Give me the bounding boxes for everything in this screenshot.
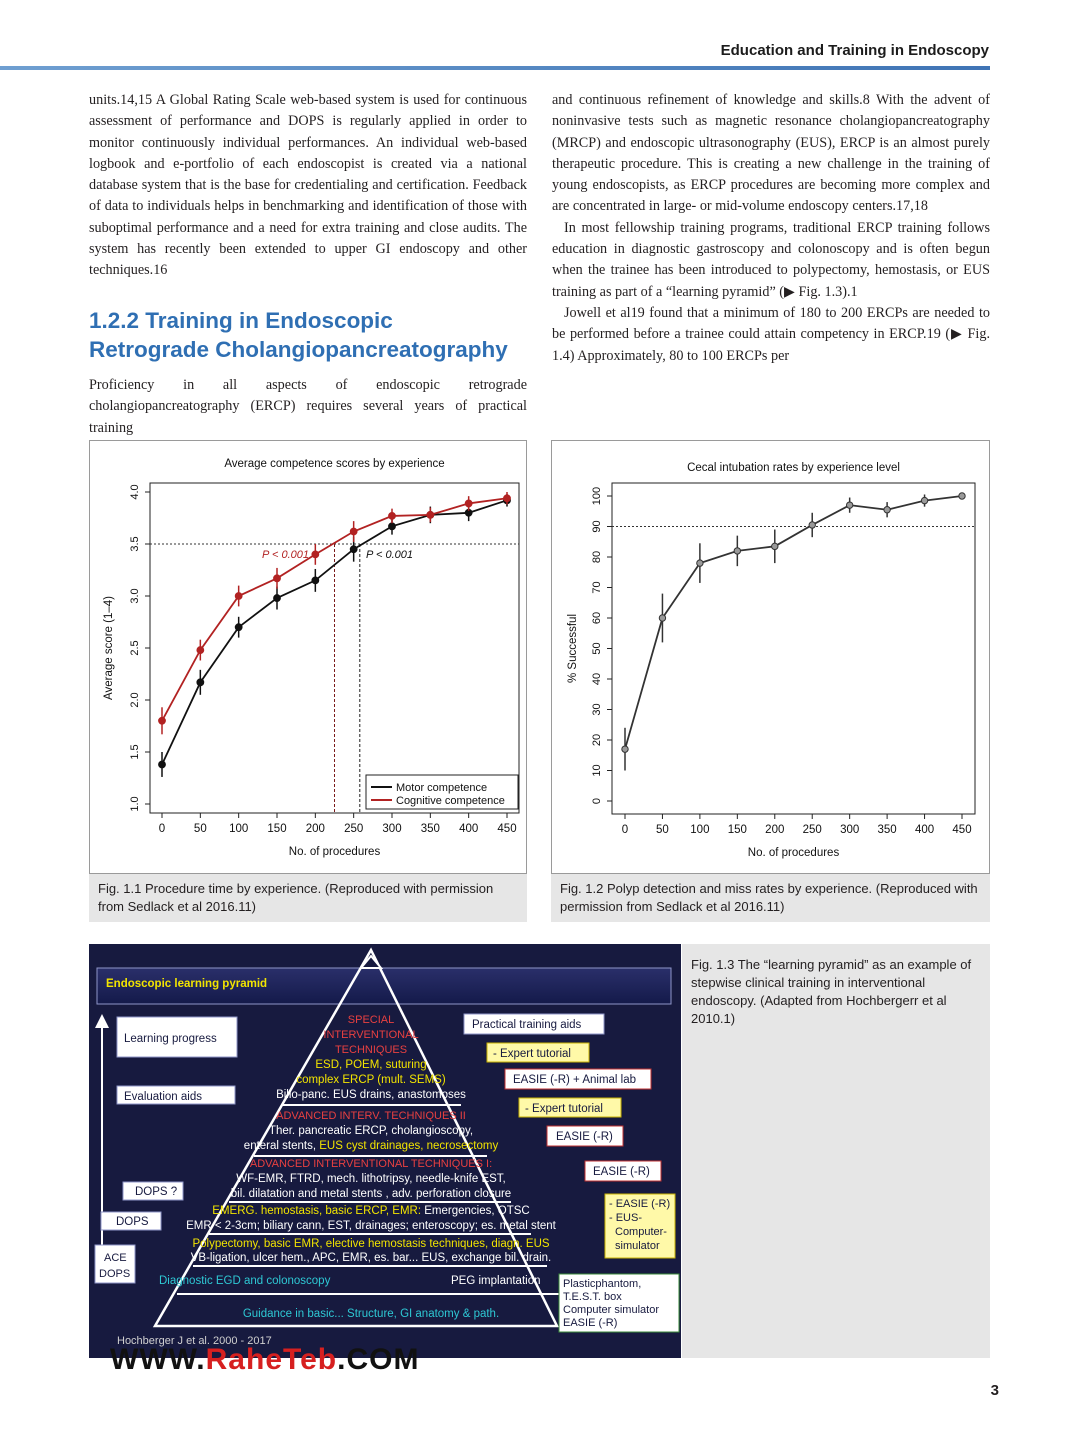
y-axis-label: % Successful [567,613,579,684]
data-point [350,528,357,535]
tier4-line-1 [212,1205,529,1217]
easie-list-line: - EUS- [609,1212,642,1224]
data-point [159,717,166,724]
x-axis-label: No. of procedures [747,847,840,859]
x-tick-label: 450 [497,823,517,835]
pyramid-banner-text: Endoscopic learning pyramid [106,978,268,990]
pyramid-credit: Hochberger J et al. 2000 - 2017 [117,1335,272,1347]
x-tick-label: 100 [229,823,249,835]
figure-1-1-plot-frame [89,440,527,874]
x-tick-label: 200 [765,824,785,836]
tier2-line-2 [244,1140,499,1152]
paragraph: and continuous refinement of knowledge and skills.8 With the advent of noninvasive tests such as magnetic resonance cholangiopancreatography (MRCP) and endoscopic ultrasonography (EUS), ERCP is an almost purely therapeutic procedure. This is creating a new challenge in the training of young endoscopists, as ERCP procedures are becoming more complex and are concentrated in large- or mid-volume endoscopy centers.17,18 [552,92,990,215]
y-tick-label: 2.5 [129,640,141,656]
watermark [110,1343,419,1377]
simulators-line: Computer simulator [563,1304,659,1316]
paragraph: Proficiency in all aspects of endoscopic retrograde cholangiopancreatography (ERCP) requires several years of practical training [89,377,527,436]
tier1-line: complex ERCP (mult. SEMS) [296,1074,446,1086]
y-tick-label: 100 [591,486,603,506]
x-tick-label: 250 [344,823,364,835]
learning-pyramid-svg [89,944,681,1358]
tier2-line-2a: enteral stents, [243,1140,320,1152]
tier4-line-2: EMR < 2-3cm; biliary cann, EST, drainages; enteroscopy; es. metal stent [186,1220,556,1232]
data-point [235,593,242,600]
x-tick-label: 300 [382,823,402,835]
data-point [427,511,434,518]
heading-line-2: Retrograde Cholangiopancreatography [89,337,508,362]
data-point [159,761,166,768]
paragraph: In most fellowship training programs, traditional ERCP training follows education in diagnostic gastroscopy and colonoscopy and is often begun when the trainee has been introduced to polypectomy, hemostasis, or EUS training as part of a “learning pyramid” (▶ Fig. 1.3).1 [552,219,990,300]
x-axis-label: No. of procedures [288,846,381,858]
figure-1-2 [551,440,990,922]
y-tick-label: 20 [591,733,603,747]
y-tick-label: 60 [591,611,603,625]
tier4-line-1b: Emergencies, OTSC [424,1205,530,1217]
y-tick-label: 0 [591,797,603,805]
page-number: 3 [990,1382,999,1399]
running-header: Education and Training in Endoscopy [720,42,989,59]
tier1-title: SPECIAL [347,1014,395,1026]
paragraph: units.14,15 A Global Rating Scale web-based system is used for continuous assessment of performance and DOPS is regularly applied in order to monitor continuously individual performances. An individual web-based logbook and e-portfolio of each endoscopist is created via a national database system that is the base for credentialing and certification. Feedback of data to individuals helps in benchmarking and identification of those with suboptimal performance and a need for extra training and close audits. The system has recently been extended to upper GI endoscopy and other techniques.16 [89,92,527,279]
data-point [350,546,357,553]
expert-tutorial-label-1: - Expert tutorial [493,1048,571,1060]
simulators-line: EASIE (-R) [563,1317,618,1329]
chart-title: Average competence scores by experience [224,458,445,470]
competence-chart [90,441,526,873]
right-column [552,90,990,367]
y-tick-label: 30 [591,703,603,716]
x-tick-label: 150 [267,823,287,835]
data-point [846,502,852,508]
watermark-part-1: WWW. [110,1343,206,1376]
y-tick-label: 3.5 [129,536,141,552]
x-tick-label: 150 [727,824,747,836]
data-point [884,507,890,513]
cecal-intubation-chart [552,441,989,873]
x-tick-label: 350 [877,824,897,836]
data-point [734,548,740,554]
tier3-line: WF-EMR, FTRD, mech. lithotripsy, needle-knife EST, [236,1173,506,1185]
simulators-line: T.E.S.T. box [563,1291,622,1303]
data-point [389,523,396,530]
heading-line-1: 1.2.2 Training in Endoscopic [89,308,393,333]
data-point [504,495,511,502]
x-tick-label: 50 [193,823,207,835]
tier1-title: INTERVENTIONAL [323,1029,419,1041]
tier6-line-b: PEG implantation [451,1275,541,1287]
x-tick-label: 450 [952,824,972,836]
annotation: P < 0.001 [262,549,309,561]
chart-title: Cecal intubation rates by experience level [687,462,900,474]
simulators-line: Plasticphantom, [563,1278,642,1290]
y-tick-label: 90 [591,520,603,533]
ace-label: ACE [104,1252,127,1264]
data-point [465,500,472,507]
watermark-part-3: .COM [337,1343,420,1376]
y-tick-label: 80 [591,550,603,564]
x-tick-label: 200 [305,823,325,835]
tier2-line-2b: EUS cyst drainages, necrosectomy [319,1140,499,1152]
figure-1-1-caption: Fig. 1.1 Procedure time by experience. (Reproduced with permission from Sedlack et al 2016.11) [98,881,494,914]
easie-animal-label: EASIE (-R) + Animal lab [513,1074,637,1086]
figure-1-2-caption: Fig. 1.2 Polyp detection and miss rates by experience. (Reproduced with permission from Sedlack et al 2016.11) [560,881,978,914]
left-column [89,90,527,282]
series-line [625,496,962,749]
tier3-title: ADVANCED INTERVENTIONAL TECHNIQUES I: [249,1158,493,1170]
data-point [772,543,778,549]
tier2-line: Ther. pancreatic ERCP, cholangioscopy, [268,1125,474,1137]
paragraph: Jowell et al19 found that a minimum of 180 to 200 ERCPs are needed to be performed before a trainee could attain competency in ERCP.19 (▶ Fig. 1.4) Approximately, 80 to 100 ERCPs per [552,304,990,364]
x-tick-label: 400 [914,824,935,836]
x-tick-label: 300 [840,824,860,836]
section-heading [89,306,539,364]
data-point [197,647,204,654]
data-point [312,577,319,584]
easie-list-line: Computer- [615,1226,667,1238]
data-point [389,513,396,520]
tier1-title: TECHNIQUES [334,1044,408,1056]
figure-1-3-caption-box [682,944,990,1358]
y-tick-label: 3.0 [129,588,141,604]
y-tick-label: 70 [591,581,603,594]
tier1-line: ESD, POEM, suturing [315,1059,427,1071]
learning-pyramid-figure [89,944,681,1358]
y-tick-label: 10 [591,764,603,777]
data-point [622,746,628,752]
y-tick-label: 2.0 [129,692,141,708]
pyramid-outline [155,950,557,1326]
data-point [809,522,815,528]
tier4-line-1a: EMERG. hemostasis, basic ERCP, EMR: [212,1205,425,1217]
x-tick-label: 0 [158,823,166,835]
ace-dops-label: DOPS [99,1268,131,1280]
data-point [312,551,319,558]
progress-arrow-head [95,1014,109,1028]
tier3-line: bil. dilatation and metal stents , adv. perforation closure [230,1188,512,1200]
evaluation-aids-label: Evaluation aids [124,1091,202,1103]
y-tick-label: 4.0 [129,484,141,500]
plot-area-frame [612,483,975,814]
x-tick-label: 100 [690,824,710,836]
data-point [659,615,665,621]
y-tick-label: 1.5 [129,744,141,760]
tier7-line: Guidance in basic... Structure, GI anatomy & path. [242,1308,500,1320]
header-rule [0,66,990,70]
y-axis-label: Average score (1–4) [103,596,115,700]
tier6-line-a: Diagnostic EGD and colonoscopy [159,1275,331,1287]
data-point [959,493,965,499]
data-point [921,497,927,503]
data-point [274,595,281,602]
x-tick-label: 0 [621,824,629,836]
y-tick-label: 50 [591,642,603,655]
easie-list-line: - EASIE (-R) [609,1198,671,1210]
dops-question-label: DOPS ? [135,1186,178,1198]
plot-area-frame [150,483,519,813]
tier2-title: ADVANCED INTERV. TECHNIQUES II [276,1110,466,1122]
easie-list-line: simulator [615,1240,660,1252]
x-tick-label: 50 [656,824,669,836]
data-point [235,624,242,631]
data-point [197,679,204,686]
legend-label: Cognitive competence [396,795,505,807]
figure-1-1 [89,440,527,922]
watermark-part-2: RaheTeb [205,1343,338,1376]
practical-aids-label: Practical training aids [472,1019,582,1031]
figure-1-3-caption: Fig. 1.3 The “learning pyramid” as an example of stepwise clinical training in interventional endoscopy. (Adapted from Hochbergerr et al 2010.1) [691,957,972,1026]
tier5-line-2: VB-ligation, ulcer hem., APC, EMR, es. bar... EUS, exchange bil. drain. [190,1252,552,1264]
easie-label-1: EASIE (-R) [556,1131,613,1143]
legend-label: Motor competence [396,782,488,794]
expert-tutorial-label-2: - Expert tutorial [525,1103,603,1115]
figure-1-2-plot-frame [551,440,990,874]
x-tick-label: 350 [420,823,440,835]
tier5-line-1: Polypectomy, basic EMR, elective hemostasis techniques, diagn. EUS [192,1238,550,1250]
data-point [697,560,703,566]
easie-label-2: EASIE (-R) [593,1166,650,1178]
y-tick-label: 40 [591,672,603,686]
y-tick-label: 1.0 [129,796,141,812]
dops-label: DOPS [116,1216,149,1228]
data-point [274,575,281,582]
x-tick-label: 250 [802,824,822,836]
learning-progress-label: Learning progress [124,1033,217,1045]
x-tick-label: 400 [459,823,479,835]
annotation: P < 0.001 [366,549,413,561]
tier1-line: Bilio-panc. EUS drains, anastomoses [276,1089,466,1101]
